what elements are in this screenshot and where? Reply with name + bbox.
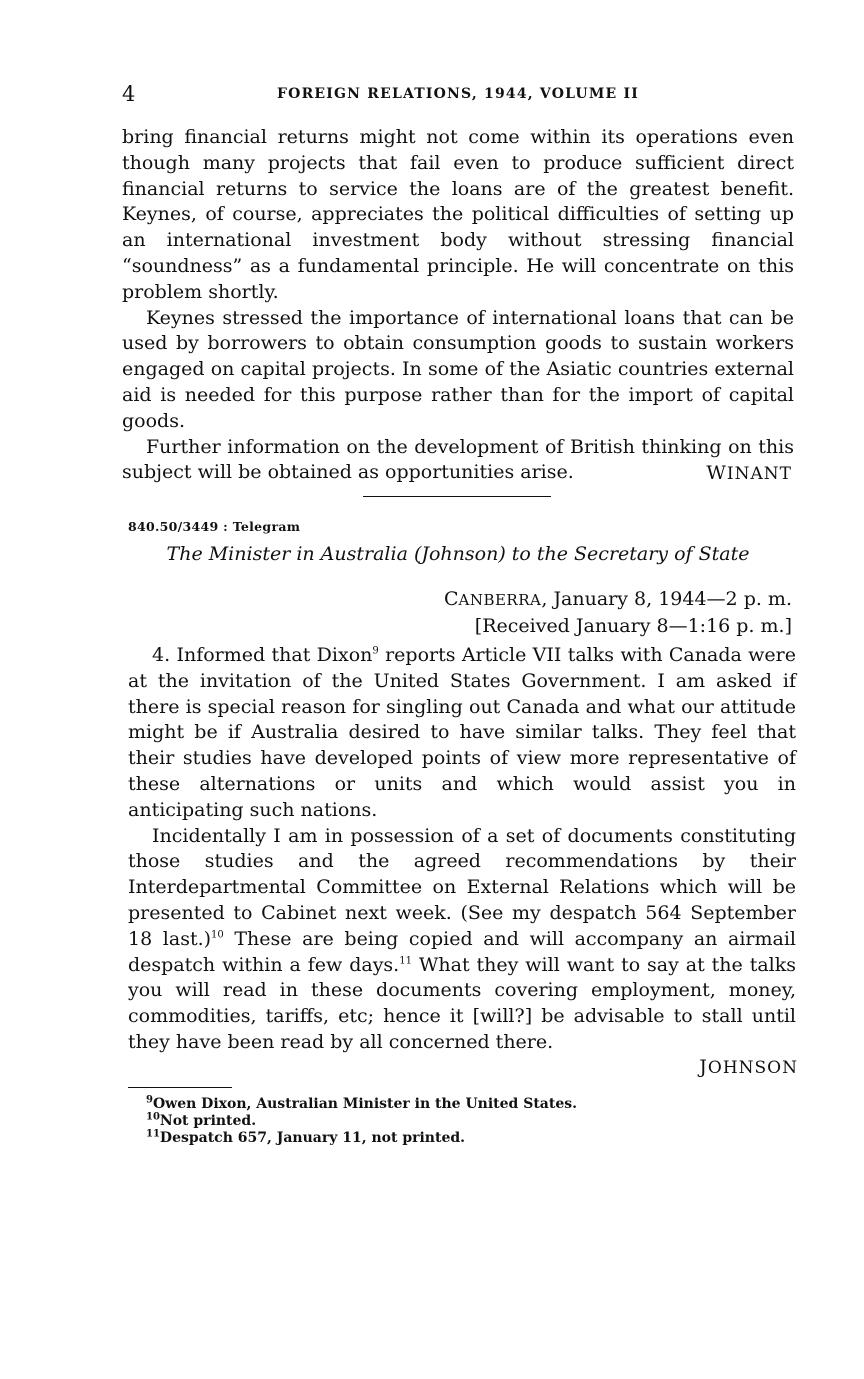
dateline	[444, 587, 792, 640]
footnote-ref: 11	[399, 955, 412, 967]
dateline-sent: CANBERRA, January 8, 1944—2 p. m.	[443, 588, 792, 610]
dateline-received: [Received January 8—1:16 p. m.]	[474, 614, 792, 637]
footnotes	[146, 1096, 577, 1147]
footnote: $^9$Owen Dixon, Australian Minister in the United States.	[146, 1094, 577, 1112]
winant-telegram-continuation	[122, 125, 794, 486]
file-reference: 840.50/3449 : Telegram	[128, 519, 301, 534]
footnote-divider	[128, 1087, 232, 1088]
footnote-ref: 10	[211, 929, 224, 941]
paragraph: Incidentally I am in possession of a set of documents constituting those studies and the agreed recommendations by their Interdepartmental Committee on External Relations which will be presented to Cabinet next week. (See my despatch 564 September 18 last.)$^{10}$ These are being copied and will accompany an airmail despatch within a few days.$^{11}$ What they will want to say at the talks you will read in these documents covering employment, money, commodities, tariffs, etc; hence it [will?] be advisable to stall until they have been read by all concerned there.	[128, 824, 796, 1053]
paragraph: Keynes stressed the importance of international loans that can be used by borrowers to obtain consumption goods to sustain workers engaged on capital projects. In some of the Asiatic countries external aid is needed for this purpose rather than for the import of capital goods.	[122, 306, 794, 432]
page-number: 4	[122, 82, 136, 106]
paragraph: 4. Informed that Dixon$^9$ reports Article VII talks with Canada were at the invitation of the United States Government. I am asked if there is special reason for singling out Canada and what our attitude might be if Australia desired to have similar talks. They feel that their studies have developed points of view more representative of these alternations or units and which would assist you in anticipating such nations.	[128, 644, 796, 821]
signature-winant: WINANT	[706, 462, 792, 484]
footnote-ref: 9	[372, 645, 379, 657]
paragraph: bring financial returns might not come within its operations even though many projects that fail even to produce sufficient direct financial returns to service the loans are of the greatest benefit. Keynes, of course, appreciates the political difficulties of setting up an international investment body without stressing financial “soundness” as a fundamental principle. He will concentrate on this problem shortly.	[122, 126, 794, 303]
signature-johnson: JOHNSON	[699, 1056, 798, 1078]
document-title: The Minister in Australia (Johnson) to the Secretary of State	[166, 543, 750, 565]
paragraph: Further information on the development of British thinking on this subject will be obtained as opportunities arise.	[122, 435, 794, 484]
footnote: $^{11}$Despatch 657, January 11, not printed.	[146, 1128, 466, 1146]
footnote: $^{10}$Not printed.	[146, 1111, 257, 1129]
section-divider	[363, 496, 551, 497]
page-header	[122, 82, 794, 108]
running-head: FOREIGN RELATIONS, 1944, VOLUME II	[277, 86, 639, 102]
johnson-telegram-body	[128, 643, 796, 1056]
